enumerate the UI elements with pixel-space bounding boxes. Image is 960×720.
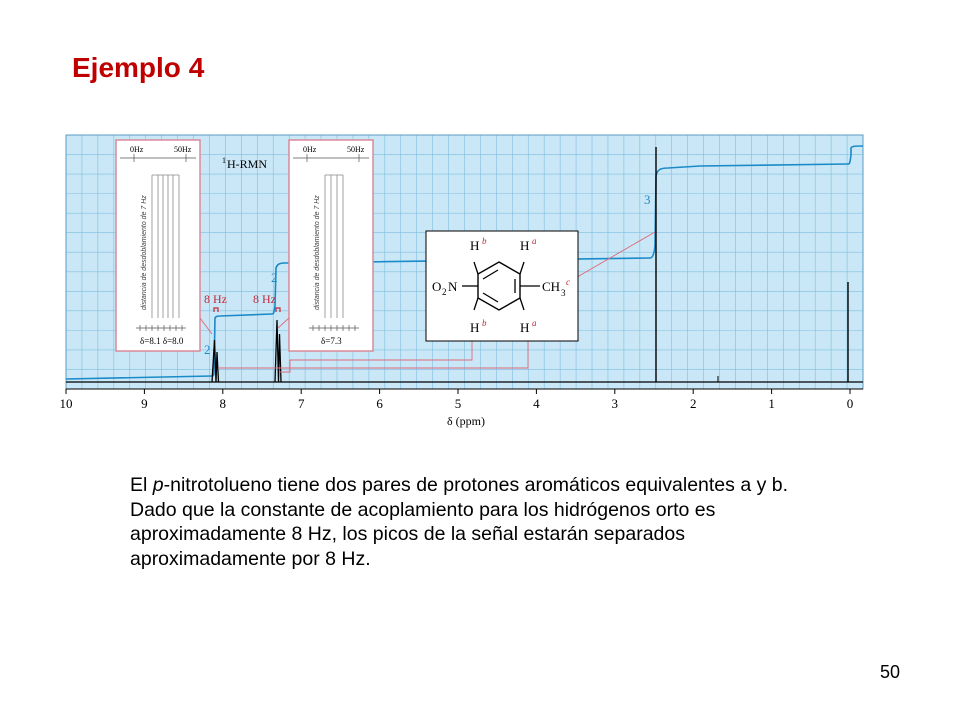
page-number: 50 — [880, 662, 901, 682]
molecule-ch3-sup: c — [566, 277, 570, 287]
nmr-label: H-RMN — [227, 157, 268, 171]
x-axis-label: δ (ppm) — [447, 414, 485, 428]
nmr-label-sup: 1 — [222, 156, 226, 165]
integration-2-right: 2 — [271, 270, 278, 285]
x-tick-label: 8 — [219, 396, 227, 411]
molecule-h-b-top: H — [470, 238, 480, 253]
hz-label-left: 8 Hz — [204, 292, 227, 306]
molecule-h-a-bottom: H — [520, 320, 530, 335]
x-tick-label: 0 — [846, 396, 854, 411]
molecule-h-b-bottom: H — [470, 320, 480, 335]
paragraph-part-2: -nitrotolueno tiene dos pares de protones aromáticos equivalentes a y b. Dado que la constante de acoplamiento para los hidrógenos orto es aproximadamente 8 Hz, los picos de la señal estarán separados aproximadamente por 8 Hz. — [130, 474, 789, 570]
molecule-structure — [426, 231, 578, 341]
inset-right — [289, 140, 373, 351]
x-tick-label: 2 — [689, 396, 697, 411]
explanation-paragraph — [130, 473, 830, 571]
inset-left-delta: δ=8.1 δ=8.0 — [140, 336, 184, 346]
molecule-n: N — [448, 279, 458, 294]
slide-title: Ejemplo 4 — [72, 52, 205, 83]
molecule-h-a-top-sup: a — [532, 236, 537, 246]
integration-2-left: 2 — [204, 342, 211, 357]
x-tick-label: 4 — [533, 396, 540, 411]
inset-left-vertical-label: distancia de desdoblamiento de 7 Hz — [141, 195, 148, 310]
inset-right-scale-50: 50Hz — [347, 145, 365, 154]
x-tick-label: 7 — [297, 396, 305, 411]
integration-3: 3 — [644, 192, 651, 207]
molecule-h-b-bottom-sup: b — [482, 318, 487, 328]
hz-label-right: 8 Hz — [253, 292, 276, 306]
x-tick-label: 5 — [454, 396, 462, 411]
molecule-ch3: CH — [542, 279, 561, 294]
inset-left — [116, 140, 200, 351]
molecule-o-sub: 2 — [442, 287, 447, 297]
x-tick-label: 6 — [376, 396, 383, 411]
inset-left-scale-0: 0Hz — [130, 145, 144, 154]
inset-right-scale-0: 0Hz — [303, 145, 317, 154]
molecule-h-a-bottom-sup: a — [532, 318, 537, 328]
paragraph-italic-p: p — [152, 474, 164, 496]
inset-right-vertical-label: distancia de desdoblamiento de 7 Hz — [314, 195, 321, 310]
x-tick-label: 1 — [768, 396, 775, 411]
molecule-o: O — [432, 279, 442, 294]
x-axis-ticks — [60, 389, 854, 411]
inset-right-delta: δ=7.3 — [321, 336, 342, 346]
x-tick-label: 3 — [611, 396, 619, 411]
molecule-h-a-top: H — [520, 238, 530, 253]
inset-left-scale-50: 50Hz — [174, 145, 192, 154]
molecule-h-b-top-sup: b — [482, 236, 487, 246]
x-tick-label: 10 — [59, 396, 73, 411]
x-tick-label: 9 — [141, 396, 148, 411]
paragraph-part-1: El — [130, 474, 153, 496]
molecule-ch3-sub: 3 — [561, 288, 566, 298]
